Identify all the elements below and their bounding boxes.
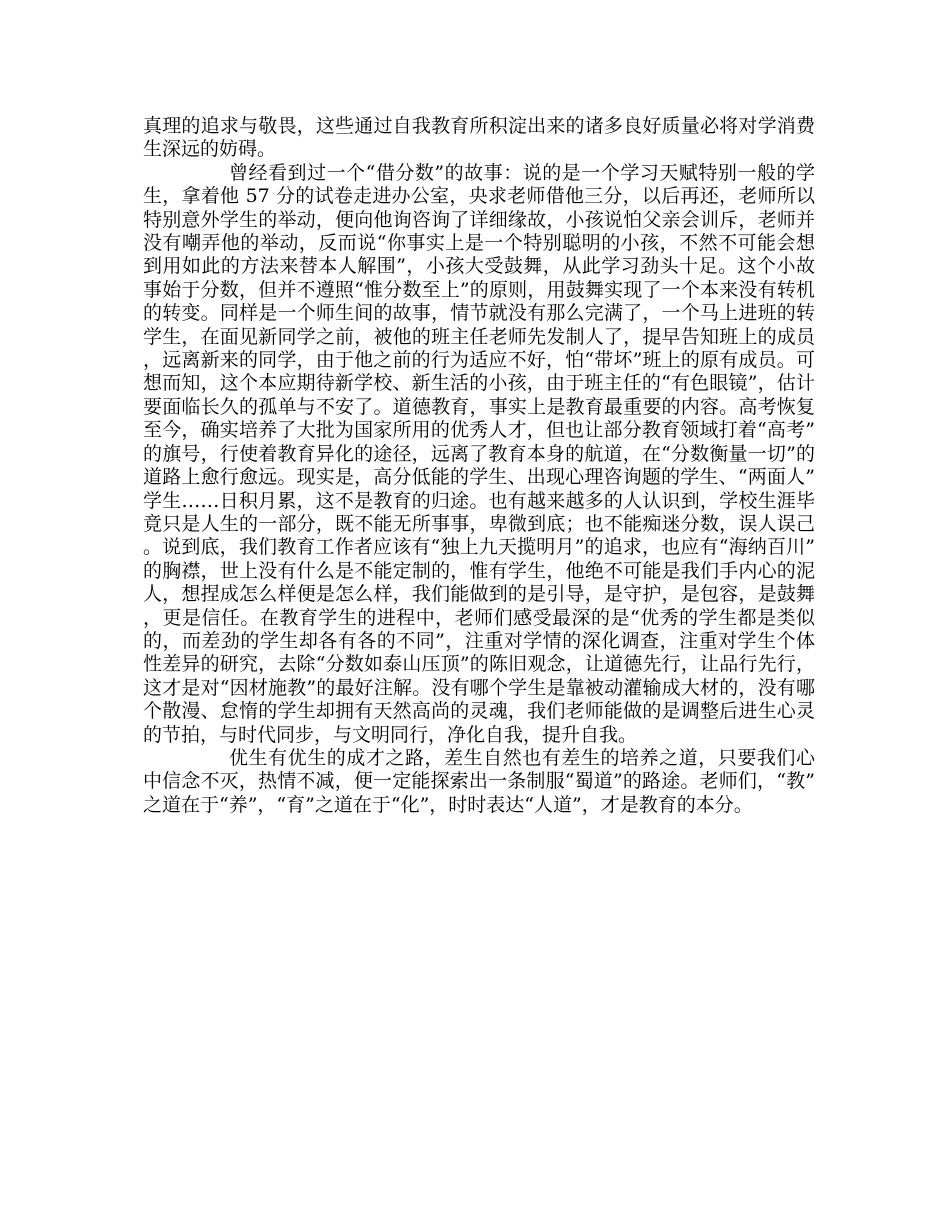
body-text [143,115,815,817]
paragraph-2: 曾经看到过一个“借分数”的故事：说的是一个学习天赋特别一般的学生，拿着他 57 分的试卷走进办公室，央求老师借他三分，以后再还，老师所以特别意外学生的举动，便向他询咨询了详细缘故，小孩说怕父亲会训斥，老师并没有嘲弄他的举动，反而说“你事实上是一个特别聪明的小孩，不然不可能会想到用如此的方法来替本人解围”，小孩大受鼓舞，从此学习劲头十足。这个小故事始于分数，但并不遵照“惟分数至上”的原则，用鼓舞实现了一个本来没有转机的转变。同样是一个师生间的故事，情节就没有那么完满了，一个马上进班的转学生，在面见新同学之前，被他的班主任老师先发制人了，提早告知班上的成员，远离新来的同学，由于他之前的行为适应不好，怕“带坏”班上的原有成员。可想而知，这个本应期待新学校、新生活的小孩，由于班主任的“有色眼镜”，估计要面临长久的孤单与不安了。道德教育，事实上是教育最重要的内容。高考恢复至今，确实培养了大批为国家所用的优秀人才，但也让部分教育领域打着“高考”的旗号，行使着教育异化的途径，远离了教育本身的航道，在“分数衡量一切”的道路上愈行愈远。现实是，高分低能的学生、出现心理咨询题的学生、“两面人”学生……日积月累，这不是教育的归途。也有越来越多的人认识到，学校生涯毕竟只是人生的一部分，既不能无所事事，卑微到底；也不能痴迷分数，误人误己。说到底，我们教育工作者应该有“独上九天揽明月”的追求，也应有“海纳百川”的胸襟，世上没有什么是不能定制的，惟有学生，他绝不可能是我们手内心的泥人，想捏成怎么样便是怎么样，我们能做到的是引导，是守护，是包容，是鼓舞，更是信任。在教育学生的进程中，老师们感受最深的是“优秀的学生都是类似的，而差劲的学生却各有各的不同”，注重对学情的深化调查，注重对学生个体性差异的研究，去除“分数如泰山压顶”的陈旧观念，让道德先行，让品行先行，这才是对“因材施教”的最好注解。没有哪个学生是靠被动灌输成大材的，没有哪个散漫、怠惰的学生却拥有天然高尚的灵魂，我们老师能做的是调整后进生心灵的节拍，与时代同步，与文明同行，净化自我，提升自我。 [143,161,815,746]
paragraph-3: 优生有优生的成才之路，差生自然也有差生的培养之道，只要我们心中信念不灭，热情不减，便一定能探索出一条制服“蜀道”的路途。老师们，“教”之道在于“养”，“育”之道在于“化”，时时表达“人道”，才是教育的本分。 [143,746,815,816]
paragraph-1: 真理的追求与敬畏，这些通过自我教育所积淀出来的诸多良好质量必将对学消费生深远的妨碍。 [143,115,815,161]
